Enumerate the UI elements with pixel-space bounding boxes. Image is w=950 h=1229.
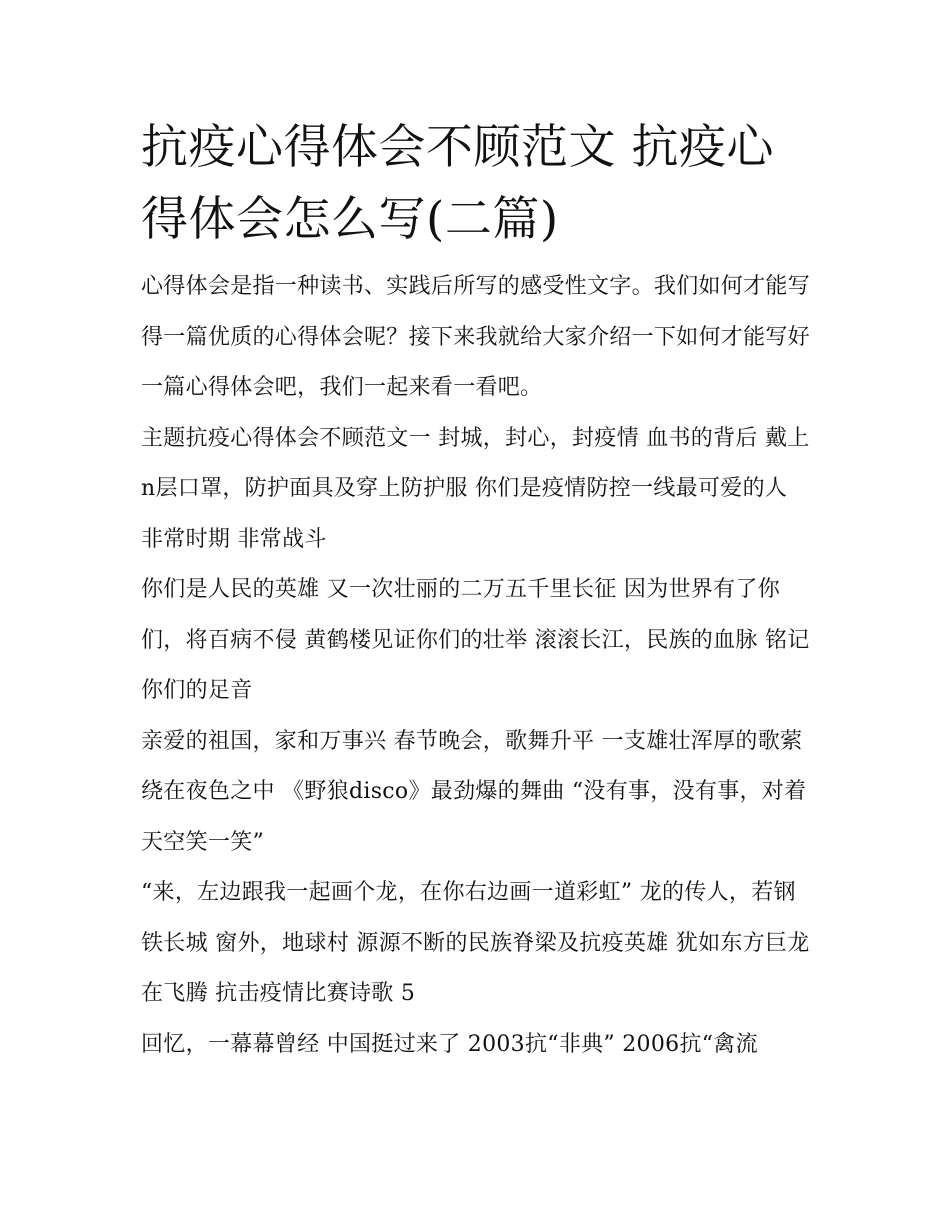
document-page: [141, 112, 813, 1070]
paragraph-poem-2: 你们是人民的英雄 又一次壮丽的二万五千里长征 因为世界有了你们，将百病不侵 黄鹤楼见证你们的壮举 滚滚长江，民族的血脉 铭记你们的足音: [141, 577, 810, 703]
paragraph-intro: 心得体会是指一种读书、实践后所写的感受性文字。我们如何才能写得一篇优质的心得体会呢？接下来我就给大家介绍一下如何才能写好一篇心得体会吧，我们一起来看一看吧。: [141, 274, 811, 400]
paragraph-poem-1: 主题抗疫心得体会不顾范文一 封城，封心，封疫情 血书的背后 戴上n层口罩，防护面具及穿上防护服 你们是疫情防控一线最可爱的人 非常时期 非常战斗: [141, 425, 810, 552]
paragraph-poem-5: 回忆，一幕幕曾经 中国挺过来了 2003抗“非典” 2006抗“禽流: [141, 1031, 758, 1057]
document-title: 抗疫心得体会不顾范文 抗疫心得体会怎么写(二篇): [141, 120, 774, 247]
paragraph-poem-3: 亲爱的祖国，家和万事兴 春节晚会，歌舞升平 一支雄壮浑厚的歌萦绕在夜色之中 《野狼disco》最劲爆的舞曲 “没有事，没有事，对着天空笑一笑”: [141, 728, 807, 855]
paragraph-poem-4: “来，左边跟我一起画个龙，在你右边画一道彩虹” 龙的传人，若钢铁长城 窗外，地球村 源源不断的民族脊梁及抗疫英雄 犹如东方巨龙在飞腾 抗击疫情比赛诗歌 5: [141, 880, 810, 1006]
